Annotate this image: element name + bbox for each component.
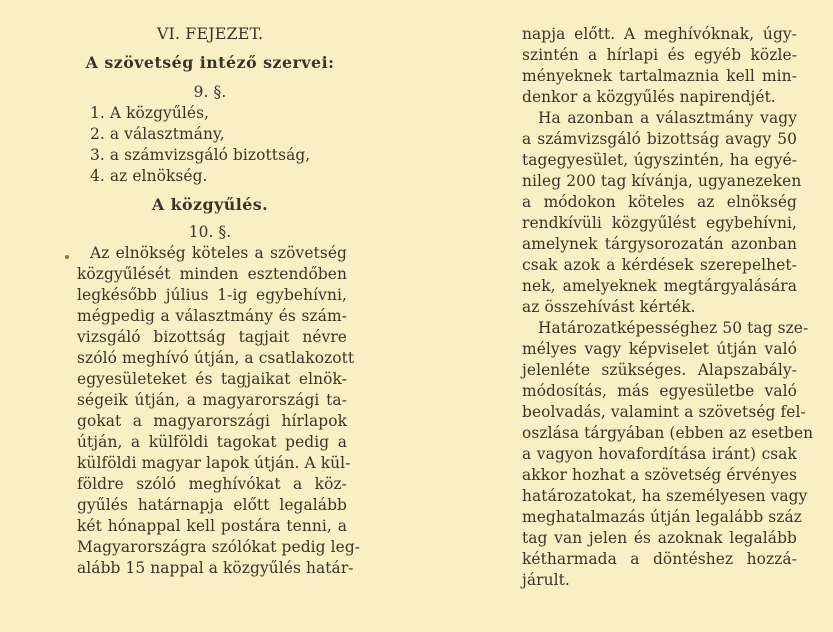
text-line: nek, amelyeknek megtárgyalására bbox=[522, 277, 797, 295]
text-line: beolvadás, valamint a szövetség fel- bbox=[522, 403, 806, 421]
text-line: alább 15 nappal a közgyűlés határ- bbox=[77, 559, 354, 577]
text-line: rendkívüli közgyűlést egybehívni, bbox=[522, 214, 797, 232]
text-line: tagegyesület, úgyszintén, ha egyé- bbox=[522, 151, 797, 169]
text-line: ményeknek tartalmaznia kell min- bbox=[522, 67, 797, 85]
text-line: ségeik útján, a magyarországi ta- bbox=[77, 391, 347, 409]
text-line: csak azok a kérdések szerepelhet- bbox=[522, 256, 797, 274]
text-line: közgyűlését minden esztendőben bbox=[77, 265, 347, 283]
ink-mark bbox=[65, 255, 69, 259]
text-line: amelynek tárgysorozatán azonban bbox=[522, 235, 797, 253]
text-line: mégpedig a választmány és szám- bbox=[77, 307, 347, 325]
text-line: Ha azonban a választmány vagy bbox=[538, 109, 797, 127]
text-line: útján, a külföldi tagokat pedig a bbox=[77, 433, 347, 451]
text-line: vizsgáló bizottság tagjait névre bbox=[77, 328, 347, 346]
text-line: oszlása tárgyában (ebben az esetben bbox=[522, 424, 814, 442]
text-line: jelenléte szükséges. Alapszabály- bbox=[522, 361, 797, 379]
text-line: az összehívást kérték. bbox=[522, 298, 696, 316]
paragraph-number: 10. §. bbox=[188, 223, 232, 241]
text-line: a vagyon hovafordítása iránt) csak bbox=[522, 445, 797, 463]
text-line: nileg 200 tag kívánja, ugyanezeken bbox=[522, 172, 802, 190]
text-line: határozatokat, ha személyesen vagy bbox=[522, 487, 808, 505]
paragraph-number: 9. §. bbox=[193, 83, 227, 101]
section-title: A szövetség intéző szervei: bbox=[85, 53, 335, 72]
text-line: Az elnökség köteles a szövetség bbox=[90, 244, 347, 262]
text-line: földre szóló meghívókat a köz- bbox=[77, 475, 347, 493]
text-line: egyesületeket és tagjaikat elnök- bbox=[77, 370, 347, 388]
text-line: legkésőbb július 1-ig egybehívni, bbox=[77, 286, 347, 304]
list-item: 1. A közgyűlés, bbox=[90, 104, 210, 122]
text-line: szóló meghívó útján, a csatlakozott bbox=[77, 349, 355, 367]
text-line: szintén a hírlapi és egyéb közle- bbox=[522, 46, 797, 64]
text-line: járult. bbox=[522, 571, 570, 589]
list-item: 4. az elnökség. bbox=[90, 167, 208, 185]
text-line: akkor hozhat a szövetség érvényes bbox=[522, 466, 798, 484]
text-line: módosítás, más egyesületbe való bbox=[522, 382, 797, 400]
text-line: kétharmada a döntéshez hozzá- bbox=[522, 550, 797, 568]
subsection-title: A közgyűlés. bbox=[151, 195, 269, 214]
right-page bbox=[418, 0, 833, 632]
text-line: gokat a magyarországi hírlapok bbox=[77, 412, 347, 430]
list-item: 3. a számvizsgáló bizottság, bbox=[90, 146, 311, 164]
chapter-heading: VI. FEJEZET. bbox=[156, 24, 264, 43]
text-line: Határozatképességhez 50 tag sze- bbox=[538, 319, 809, 337]
text-line: a számvizsgáló bizottság avagy 50 bbox=[522, 130, 797, 148]
text-line: külföldi magyar lapok útján. A kül- bbox=[77, 454, 351, 472]
text-line: Magyarországra szólókat pedig leg- bbox=[77, 538, 361, 556]
text-line: két hónappal kell postára tenni, a bbox=[77, 517, 347, 535]
text-line: gyűlés határnapja előtt legalább bbox=[77, 496, 347, 514]
text-line: tag van jelen és azoknak legalább bbox=[522, 529, 797, 547]
list-item: 2. a választmány, bbox=[90, 125, 225, 143]
text-line: mélyes vagy képviselet útján való bbox=[522, 340, 797, 358]
text-line: a módokon köteles az elnökség bbox=[522, 193, 797, 211]
text-line: meghatalmazás útján legalább száz bbox=[522, 508, 802, 526]
text-line: napja előtt. A meghívóknak, úgy- bbox=[522, 25, 797, 43]
text-line: denkor a közgyűlés napirendjét. bbox=[522, 88, 776, 106]
